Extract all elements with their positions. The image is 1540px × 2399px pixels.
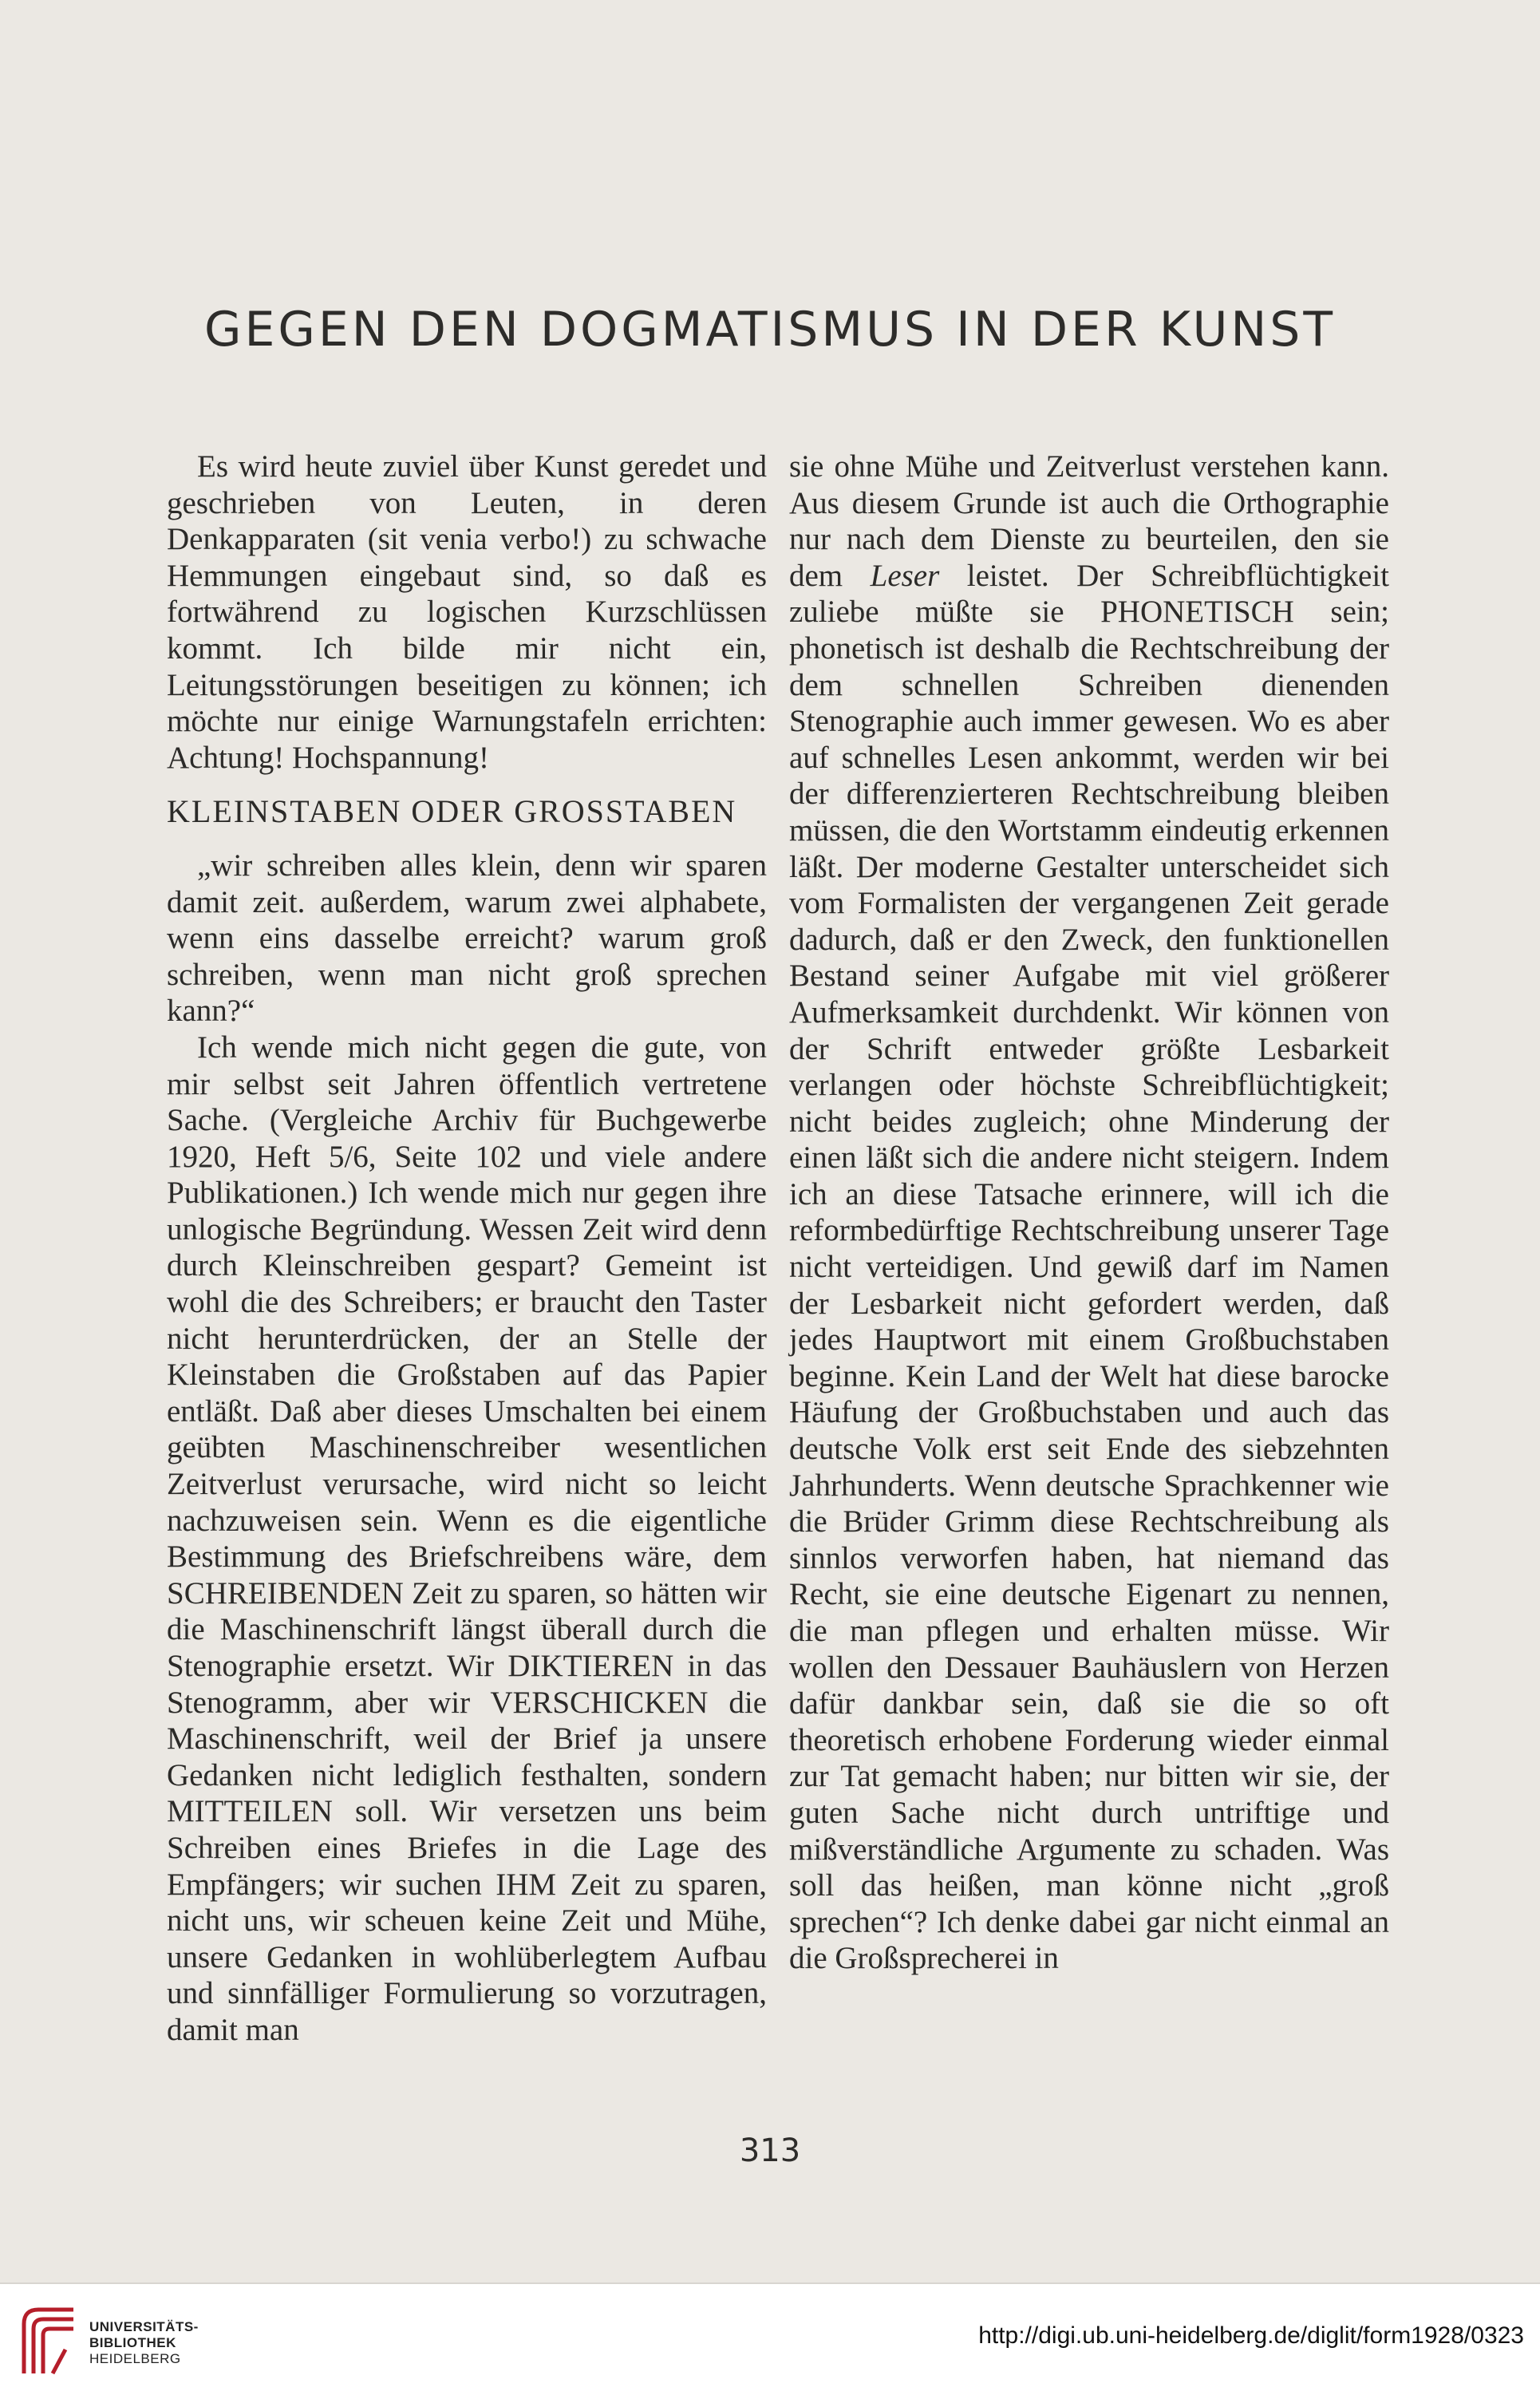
section-heading: KLEINSTABEN ODER GROSSTABEN [167, 793, 737, 830]
body-paragraph: Ich wende mich nicht gegen die gute, von mir selbst seit Jahren öffentlich vertretene Sache. (Vergleiche Archiv für Buchgewerbe 1920, Heft 5/6, Seite 102 und viele andere Publikationen.) Ich wende mich nur gegen ihre unlogische Begründung. Wessen Zeit wird denn durch Kleinschreiben gespart? Gemeint ist wohl die des Schreibers; er braucht den Taster nicht herunterdrücken, der an Stelle der Kleinstaben die Großstaben auf das Papier entläßt. Daß aber dieses Umschalten bei einem geübten Maschinenschreiber wesentlichen Zeitverlust verursache, wird nicht so leicht nachzuweisen sein. Wenn es die eigentliche Bestimmung des Briefschreibens wäre, dem SCHREIBENDEN Zeit zu sparen, so hätten wir die Maschinenschrift längst überall durch die Stenographie ersetzt. Wir DIKTIEREN in das Stenogramm, aber wir VERSCHICKEN die Maschinenschrift, weil der Brief ja unsere Gedanken nicht lediglich festhalten, sondern MITTEILEN soll. Wir versetzen uns beim Schreiben eines Briefes in die Lage des Empfängers; wir suchen IHM Zeit zu sparen, nicht uns, wir scheuen keine Zeit und Mühe, unsere Gedanken in wohlüberlegtem Aufbau und sinnfälliger Formulierung so vorzutragen, damit man [167, 1030, 767, 2047]
viewer-footer [0, 2282, 1540, 2399]
right-column [789, 449, 1389, 1977]
text-run: leistet. Der Schreibflüchtigkeit zuliebe müßte sie PHONETISCH sein; phonetisch ist deshalb die Rechtschreibung der dem schnellen Schreiben dienenden Stenographie auch immer gewesen. Wo es aber auf schnelles Lesen ankommt, werden wir bei der differenzierteren Rechtschreibung bleiben müssen, die den Wortstamm eindeutig erkennen läßt. Der moderne Gestalter unterscheidet sich vom Formalisten der vergangenen Zeit gerade dadurch, daß er den Zweck, den funktionellen Bestand seiner Aufgabe mit viel größerer Aufmerksamkeit durchdenkt. Wir können von der Schrift entweder größte Lesbarkeit verlangen oder höchste Schreibflüchtigkeit; nicht beides zugleich; ohne Minderung der einen läßt sich die andere nicht steigern. Indem ich an diese Tatsache erinnere, will ich die reformbedürftige Rechtschreibung unserer Tage nicht verteidigen. Und gewiß darf im Namen der Lesbarkeit nicht gefordert werden, daß jedes Hauptwort mit einem Großbuchstaben beginne. Kein Land der Welt hat diese barocke Häufung der Großbuchstaben und auch das deutsche Volk erst seit Ende des siebzehnten Jahrhunderts. Wenn deutsche Sprachkenner wie die Brüder Grimm diese Rechtschreibung als sinnlos verworfen haben, hat niemand das Recht, sie eine deutsche Eigenart zu nennen, die man pflegen und erhalten müsse. Wir wollen den Dessauer Bauhäuslern von Herzen dafür dankbar sein, daß sie die so oft theoretisch erhobene Forderung wieder einmal zur Tat gemacht haben; nur bitten wir sie, der guten Sache nicht durch untriftige und mißverständliche Argumente zu schaden. Was soll das heißen, man könne nicht „groß sprechen“? Ich denke dabei gar nicht einmal an die Großsprecherei in [789, 558, 1389, 1976]
left-column [167, 449, 767, 2049]
quote-paragraph: „wir schreiben alles klein, denn wir sparen damit zeit. außerdem, warum zwei alphabete, wenn eins dasselbe erreicht? warum groß schreiben, wenn man nicht groß sprechen kann?“ [167, 848, 767, 1029]
continued-paragraph [789, 449, 1389, 1977]
library-name-line: BIBLIOTHEK [89, 2335, 176, 2350]
library-logo-icon [18, 2300, 78, 2380]
page-number: 313 [739, 2132, 801, 2169]
permalink-url[interactable]: http://digi.ub.uni-heidelberg.de/diglit/form1928/0323 [978, 2322, 1524, 2349]
emphasis-leser: Leser [870, 558, 940, 593]
intro-paragraph: Es wird heute zuviel über Kunst geredet und geschrieben von Leuten, in deren Denkapparaten (sit venia verbo!) zu schwache Hemmungen eingebaut sind, so daß es fortwährend zu logischen Kurzschlüssen kommt. Ich bilde mir nicht ein, Leitungsstörungen beseitigen zu können; ich möchte nur einige Warnungstafeln errichten: Achtung! Hochspannung! [167, 449, 767, 775]
text-run: sie ohne Mühe und Zeitverlust verstehen kann. Aus diesem Grunde ist auch die Orthographie nur nach dem Dienste zu beurteilen, den sie dem [789, 449, 1389, 593]
library-name-line: UNIVERSITÄTS- [89, 2319, 199, 2334]
library-name-line: HEIDELBERG [89, 2351, 181, 2366]
library-name [89, 2319, 199, 2367]
article-title: GEGEN DEN DOGMATISMUS IN DER KUNST [204, 302, 1336, 358]
